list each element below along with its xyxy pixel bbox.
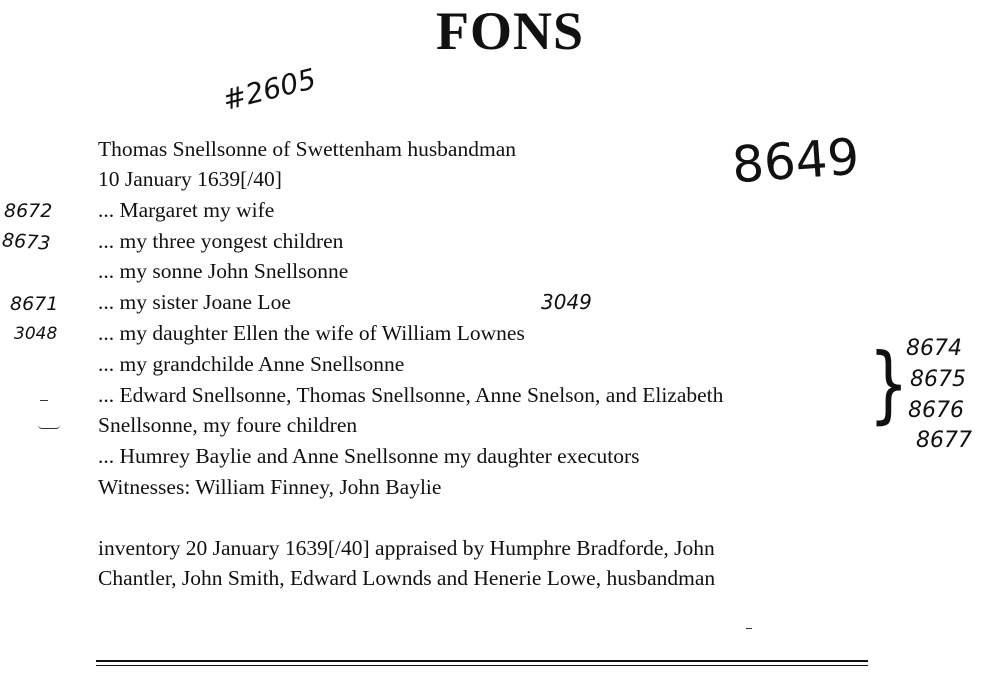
document-title: FONS [435, 1, 585, 61]
handwritten-margin-number: 8671 [10, 293, 59, 315]
bequest-line-continued: Snellsonne, my foure children [98, 413, 358, 437]
witnesses-line: Witnesses: William Finney, John Baylie [98, 475, 442, 499]
bequest-line: ... my grandchilde Anne Snellsonne [98, 352, 405, 376]
handwritten-right-number: 8674 [906, 336, 962, 361]
date-line: 10 January 1639[/40] [98, 167, 282, 191]
bottom-rule [96, 660, 868, 662]
margin-tick [38, 425, 60, 429]
bequest-line: ... my sister Joane Loe [98, 290, 291, 314]
testator-line: Thomas Snellsonne of Swettenham husbandman [98, 137, 516, 161]
bequest-line: ... Edward Snellsonne, Thomas Snellsonne, Anne Snelson, and Elizabeth [98, 383, 724, 407]
bequest-line: ... my sonne John Snellsonne [98, 259, 349, 283]
handwritten-right-number: 8675 [910, 367, 966, 392]
handwritten-large-number: 8649 [730, 127, 862, 195]
handwritten-right-number: 8677 [916, 428, 972, 453]
handwritten-margin-number: 3048 [14, 324, 58, 344]
bequest-line: ... my daughter Ellen the wife of William Lownes [98, 321, 525, 345]
handwritten-margin-number: 8672 [4, 200, 53, 222]
bequest-line: ... Margaret my wife [98, 198, 275, 222]
inventory-line: inventory 20 January 1639[/40] appraised by Humphre Bradforde, John [98, 536, 715, 560]
handwritten-right-number: 8676 [908, 398, 964, 423]
margin-tick [40, 400, 48, 401]
handwritten-margin-number: 8673 [1, 229, 52, 255]
curly-brace: } [868, 335, 909, 433]
bottom-rule-second [96, 665, 868, 666]
handwritten-inline-number: 3049 [541, 290, 592, 314]
handwritten-hash-number: #2605 [219, 62, 320, 117]
executors-line: ... Humrey Baylie and Anne Snellsonne my daughter executors [98, 444, 640, 468]
inventory-line-continued: Chantler, John Smith, Edward Lownds and Henerie Lowe, husbandman [98, 566, 716, 590]
bequest-line: ... my three yongest children [98, 229, 344, 253]
speck-mark [746, 628, 752, 629]
